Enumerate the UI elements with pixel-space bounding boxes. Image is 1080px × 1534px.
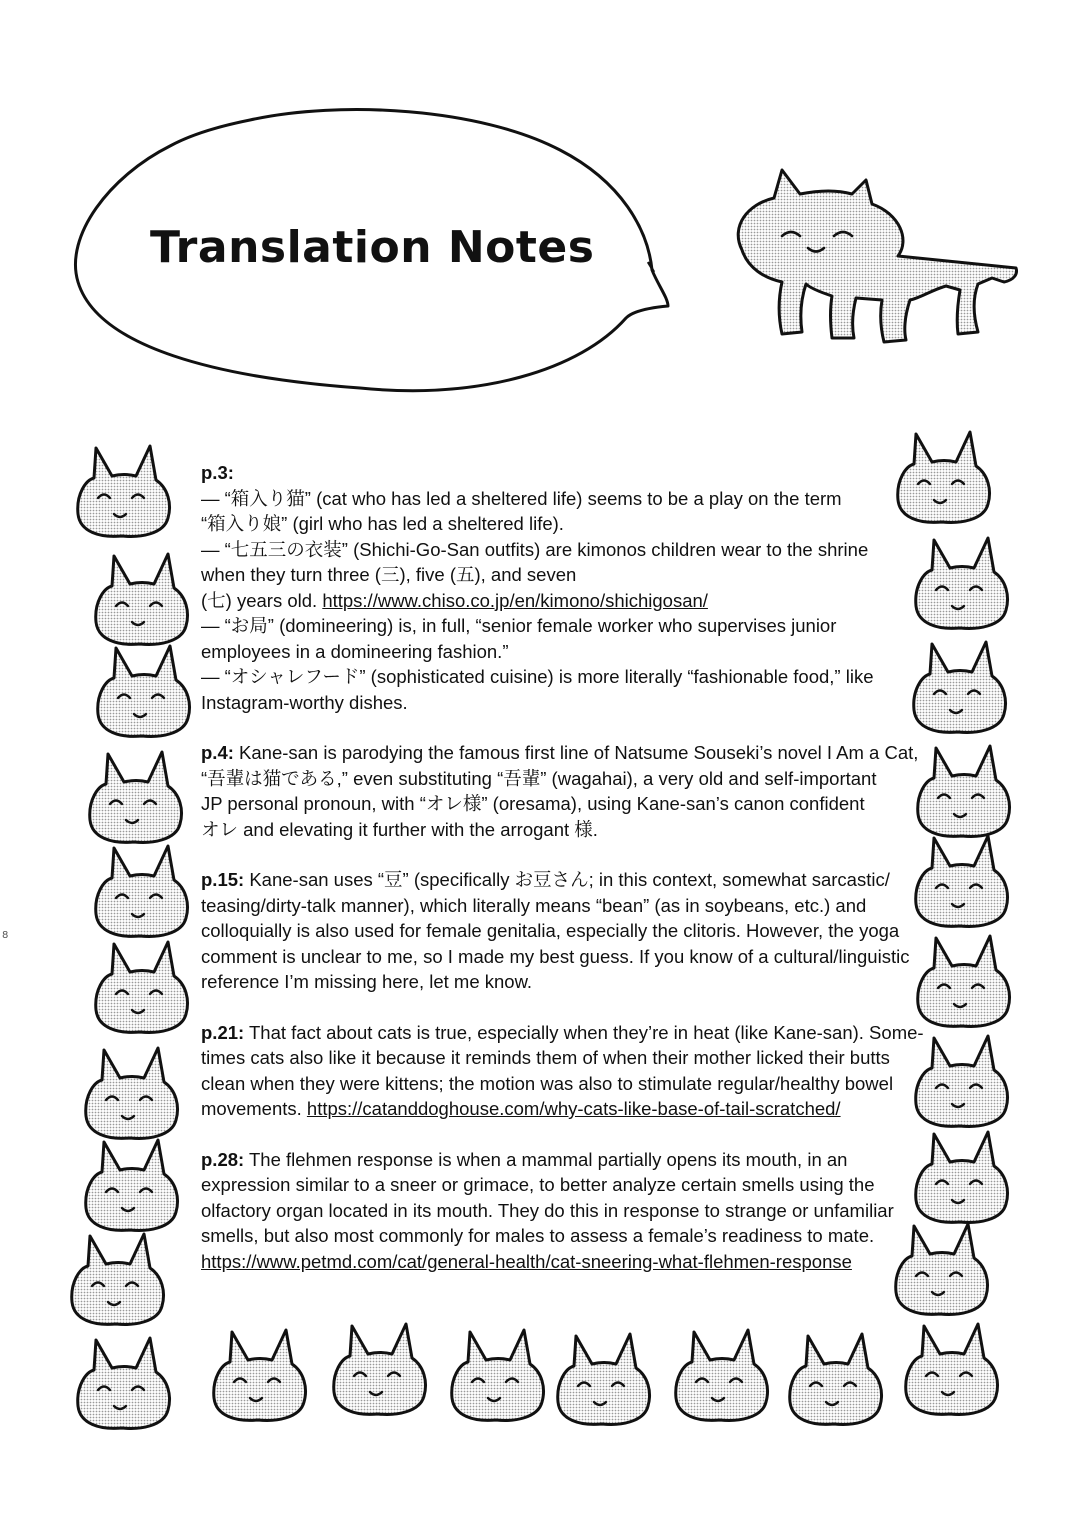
note-line [201, 1020, 924, 1046]
note-line [201, 867, 921, 893]
cat-head-icon [334, 1324, 426, 1414]
cat-head-icon [96, 942, 188, 1032]
note-line: smells, but also most commonly for males to assess a female’s readiness to mate. [201, 1225, 875, 1246]
note-line: when they turn three (三), five (五), and seven [201, 564, 577, 585]
note-line: — “箱入り猫” (cat who has led a sheltered life) seems to be a play on the term [201, 487, 842, 509]
note-line: times cats also like it because it reminds them of when their mother licked their butts [201, 1047, 890, 1068]
note-line: colloquially is also used for female genitalia, especially the clitoris. However, the yoga [201, 920, 900, 941]
cat-head-icon [916, 1132, 1008, 1222]
note-line: teasing/dirty-talk manner), which literally means “bean” (as in soybeans, etc.) and [201, 894, 867, 916]
note-text: Kane-san is parodying the famous first line of Natsume Souseki’s novel I Am a Cat, [233, 742, 919, 763]
note-label: p.28: [201, 1148, 245, 1170]
cat-head-icon [96, 554, 188, 644]
note-line: オレ and elevating it further with the arrogant 様. [201, 818, 598, 840]
note-line [201, 1249, 921, 1275]
note-label: p.15: [201, 869, 245, 890]
note-line: “箱入り娘” (girl who has led a sheltered life). [201, 513, 564, 534]
cat-head-icon [790, 1334, 882, 1424]
note-text: That fact about cats is true, especially when they’re in heat (like Kane-san). Some- [244, 1021, 924, 1043]
cat-head-icon [78, 446, 170, 536]
cat-head-icon [914, 642, 1006, 732]
note-line: “吾輩は猫である,” even substituting “吾輩” (wagahai), a very old and self-important [201, 767, 877, 789]
note-line: expression similar to a sneer or grimace, to better analyze certain smells using the [201, 1174, 875, 1195]
note-p28 [201, 1147, 921, 1275]
note-line: comment is unclear to me, so I made my best guess. If you know of a cultural/linguistic [201, 945, 910, 967]
page-number: 8 [2, 930, 9, 941]
reference-link[interactable]: https://catanddoghouse.com/why-cats-like-base-of-tail-scratched/ [306, 1098, 841, 1119]
note-label: p.3: [201, 462, 234, 483]
cat-head-icon [916, 836, 1008, 926]
reference-link[interactable]: https://www.chiso.co.jp/en/kimono/shichigosan/ [322, 589, 708, 611]
note-text: The flehmen response is when a mammal partially opens its mouth, in an [244, 1148, 848, 1170]
note-text: Kane-san uses “豆” (specifically お豆さん; in this context, somewhat sarcastic/ [244, 869, 890, 890]
cat-head-icon [72, 1234, 164, 1324]
reference-link[interactable]: https://www.petmd.com/cat/general-health/cat-sneering-what-flehmen-response [201, 1250, 852, 1272]
note-p21 [201, 1020, 924, 1122]
cat-head-icon [906, 1324, 998, 1414]
note-line [201, 740, 921, 766]
note-p3 [201, 460, 921, 715]
page-title: Translation Notes [150, 222, 595, 273]
notes-body [201, 460, 924, 1299]
note-line [201, 1096, 921, 1122]
cat-head-icon [916, 1036, 1008, 1126]
note-line: employees in a domineering fashion.” [201, 640, 509, 662]
note-line [201, 1147, 921, 1173]
note-line: — “オシャレフード” (sophisticated cuisine) is more literally “fashionable food,” like [201, 666, 874, 687]
cat-mascot-icon [738, 170, 1016, 342]
note-label: p.21: [201, 1021, 245, 1043]
note-line: clean when they were kittens; the motion was also to stimulate regular/healthy bowel [201, 1072, 894, 1094]
note-line [201, 588, 921, 614]
cat-head-icon [96, 846, 188, 936]
cat-head-icon [90, 752, 182, 842]
cat-head-icon [918, 936, 1010, 1026]
note-line: reference I’m missing here, let me know. [201, 971, 533, 992]
cat-head-icon [918, 746, 1010, 836]
note-text: movements. [201, 1098, 307, 1119]
cat-head-icon [86, 1140, 178, 1230]
cat-head-icon [558, 1334, 650, 1424]
note-p4 [201, 740, 921, 842]
cat-head-icon [916, 538, 1008, 628]
note-line: — “お局” (domineering) is, in full, “senior female worker who supervises junior [201, 615, 837, 636]
cat-head-icon [676, 1330, 768, 1420]
cat-head-icon [214, 1330, 306, 1420]
note-line: Instagram-worthy dishes. [201, 691, 408, 713]
cat-head-icon [452, 1330, 544, 1420]
note-text: (七) years old. [201, 589, 323, 611]
cat-head-icon [86, 1048, 178, 1138]
note-line: JP personal pronoun, with “オレ様” (oresama), using Kane-san’s canon confident [201, 793, 865, 814]
note-line: — “七五三の衣装” (Shichi-Go-San outfits) are kimonos children wear to the shrine [201, 538, 869, 560]
cat-head-icon [78, 1338, 170, 1428]
note-line: olfactory organ located in its mouth. They do this in response to strange or unfamiliar [201, 1199, 894, 1221]
cat-head-icon [98, 646, 190, 736]
note-p15 [201, 867, 921, 995]
note-label: p.4: [201, 742, 234, 763]
